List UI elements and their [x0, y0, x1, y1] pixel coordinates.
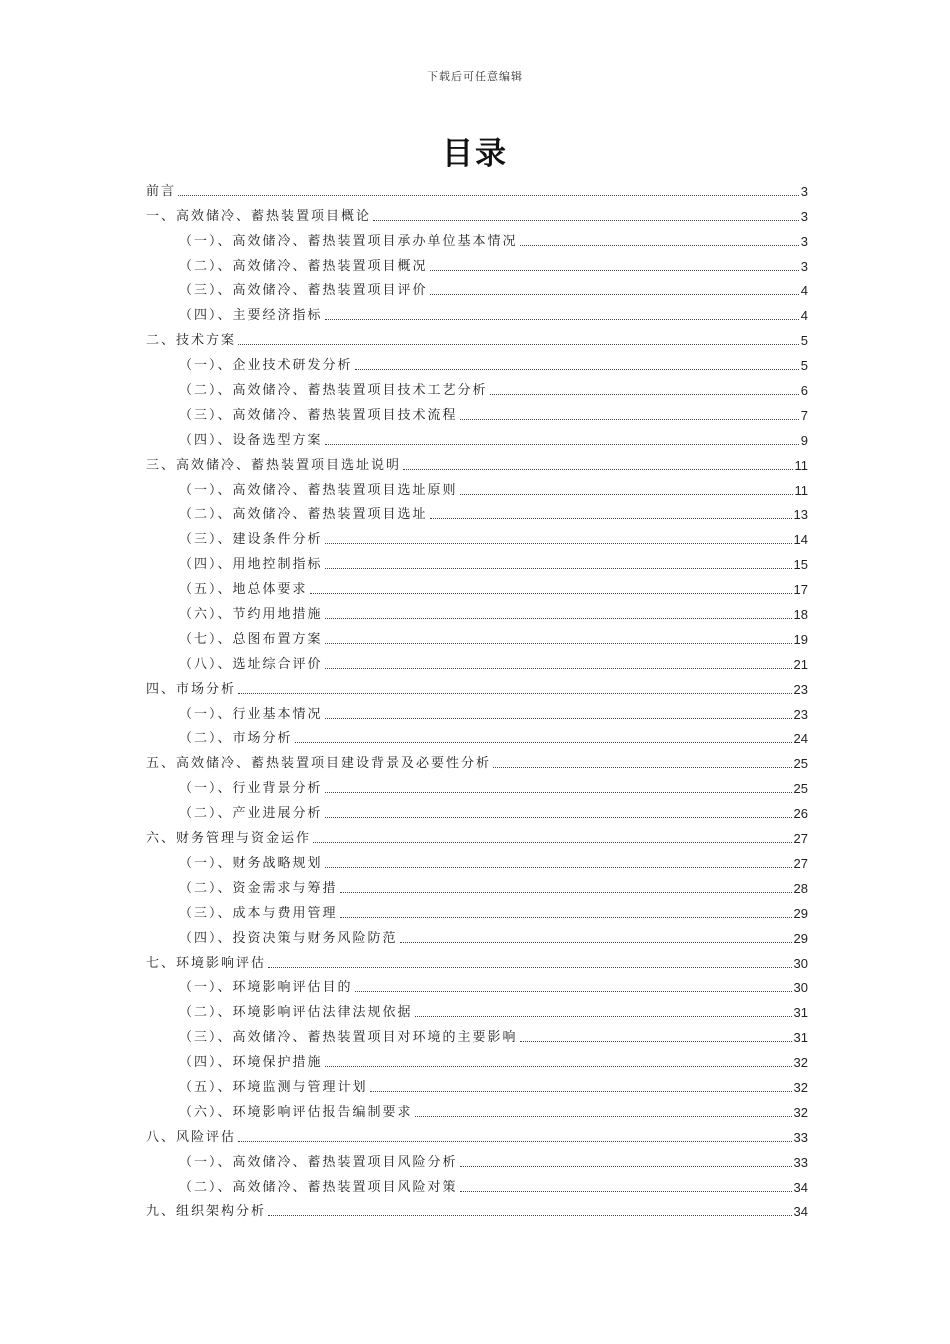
toc-entry-page: 21 — [793, 656, 808, 672]
toc-entry-page: 27 — [793, 855, 808, 871]
toc-leader-dots — [295, 742, 792, 743]
toc-entry-page: 5 — [800, 333, 808, 349]
toc-entry[interactable] — [146, 523, 808, 548]
toc-entry-label: （五）、环境监测与管理计划 — [179, 1079, 368, 1095]
toc-entry-page: 23 — [793, 681, 808, 697]
toc-entry-page: 31 — [793, 1005, 808, 1021]
toc-entry-page: 4 — [800, 308, 808, 324]
toc-leader-dots — [403, 469, 792, 470]
toc-entry-label: （一）、环境影响评估目的 — [179, 980, 353, 996]
toc-entry-label: 一、高效储冷、蓄热装置项目概论 — [146, 208, 372, 224]
toc-leader-dots — [310, 593, 792, 594]
toc-leader-dots — [340, 917, 792, 918]
toc-entry-page: 32 — [793, 1079, 808, 1095]
toc-entry[interactable] — [146, 424, 808, 449]
toc-entry-label: 九、组织架构分析 — [146, 1204, 267, 1220]
toc-entry-label: （二）、资金需求与筹措 — [179, 880, 338, 896]
toc-leader-dots — [325, 1066, 792, 1067]
toc-entry-page: 15 — [793, 557, 808, 573]
toc-leader-dots — [325, 867, 792, 868]
toc-entry[interactable] — [146, 947, 808, 972]
toc-entry-page: 19 — [793, 631, 808, 647]
toc-entry-page: 5 — [800, 358, 808, 374]
toc-leader-dots — [415, 1016, 792, 1017]
toc-entry[interactable] — [146, 822, 808, 847]
toc-entry-page: 18 — [793, 607, 808, 623]
toc-entry[interactable] — [146, 872, 808, 897]
toc-entry[interactable] — [146, 922, 808, 947]
toc-leader-dots — [520, 1041, 792, 1042]
toc-entry-page: 34 — [793, 1179, 808, 1195]
toc-leader-dots — [430, 518, 792, 519]
toc-entry-page: 13 — [793, 507, 808, 523]
toc-title: 目录 — [442, 136, 508, 172]
toc-leader-dots — [325, 718, 792, 719]
toc-leader-dots — [325, 319, 799, 320]
toc-leader-dots — [355, 991, 792, 992]
toc-leader-dots — [490, 394, 799, 395]
toc-entry[interactable] — [146, 747, 808, 772]
toc-leader-dots — [520, 245, 799, 246]
toc-entry[interactable] — [146, 897, 808, 922]
toc-entry-page: 26 — [793, 806, 808, 822]
toc-entry[interactable] — [146, 175, 808, 200]
toc-entry[interactable] — [146, 1121, 808, 1146]
toc-entry-page: 9 — [800, 432, 808, 448]
toc-entry-label: （四）、主要经济指标 — [179, 308, 323, 324]
toc-entry-label: （六）、节约用地措施 — [179, 607, 323, 623]
toc-entry-label: （二）、高效储冷、蓄热装置项目概况 — [179, 258, 428, 274]
toc-entry-label: （三）、成本与费用管理 — [179, 905, 338, 921]
toc-entry[interactable] — [146, 349, 808, 374]
toc-leader-dots — [325, 444, 799, 445]
header-note: 下载后可任意编辑 — [427, 70, 523, 83]
toc-entry-label: （三）、高效储冷、蓄热装置项目评价 — [179, 283, 428, 299]
toc-entry[interactable] — [146, 847, 808, 872]
toc-entry[interactable] — [146, 598, 808, 623]
toc-entry[interactable] — [146, 1196, 808, 1221]
toc-entry-label: （四）、用地控制指标 — [179, 557, 323, 573]
toc-leader-dots — [178, 195, 799, 196]
toc-entry[interactable] — [146, 623, 808, 648]
toc-entry[interactable] — [146, 797, 808, 822]
toc-entry-page: 29 — [793, 905, 808, 921]
toc-leader-dots — [415, 1116, 792, 1117]
toc-entry[interactable] — [146, 1096, 808, 1121]
toc-leader-dots — [325, 618, 792, 619]
toc-entry-page: 27 — [793, 831, 808, 847]
toc-entry-page: 3 — [800, 183, 808, 199]
toc-leader-dots — [238, 1141, 792, 1142]
toc-entry[interactable] — [146, 399, 808, 424]
toc-entry[interactable] — [146, 548, 808, 573]
toc-entry[interactable] — [146, 275, 808, 300]
toc-leader-dots — [430, 270, 799, 271]
toc-leader-dots — [460, 1166, 792, 1167]
toc-entry-label: （四）、设备选型方案 — [179, 432, 323, 448]
toc-entry-label: （四）、投资决策与财务风险防范 — [179, 930, 398, 946]
toc-entry-page: 30 — [793, 980, 808, 996]
toc-entry-page: 4 — [800, 283, 808, 299]
toc-entry-page: 6 — [800, 383, 808, 399]
toc-entry-label: （二）、环境影响评估法律法规依据 — [179, 1005, 413, 1021]
toc-entry[interactable] — [146, 1146, 808, 1171]
toc-entry-label: （二）、高效储冷、蓄热装置项目风险对策 — [179, 1179, 458, 1195]
toc-entry-label: （五）、地总体要求 — [179, 582, 308, 598]
toc-entry[interactable] — [146, 250, 808, 275]
toc-entry-page: 3 — [800, 208, 808, 224]
toc-leader-dots — [460, 419, 799, 420]
toc-entry-page: 30 — [793, 955, 808, 971]
toc-entry[interactable] — [146, 972, 808, 997]
toc-entry[interactable] — [146, 299, 808, 324]
toc-leader-dots — [313, 842, 792, 843]
toc-leader-dots — [325, 817, 792, 818]
toc-leader-dots — [325, 792, 792, 793]
toc-leader-dots — [238, 344, 799, 345]
toc-entry-page: 3 — [800, 258, 808, 274]
toc-entry[interactable] — [146, 648, 808, 673]
toc-leader-dots — [355, 369, 799, 370]
toc-entry-label: （一）、行业背景分析 — [179, 781, 323, 797]
toc-entry-label: 八、风险评估 — [146, 1129, 237, 1145]
toc-entry-page: 25 — [793, 781, 808, 797]
toc-entry-page: 23 — [793, 706, 808, 722]
toc-entry[interactable] — [146, 474, 808, 499]
toc-entry[interactable] — [146, 1171, 808, 1196]
toc-leader-dots — [340, 892, 792, 893]
toc-entry[interactable] — [146, 1071, 808, 1096]
toc-entry-label: 七、环境影响评估 — [146, 955, 267, 971]
toc-entry-label: （一）、高效储冷、蓄热装置项目选址原则 — [179, 482, 458, 498]
toc-entry-label: （六）、环境影响评估报告编制要求 — [179, 1104, 413, 1120]
toc-leader-dots — [370, 1091, 792, 1092]
toc-entry-label: （二）、产业进展分析 — [179, 806, 323, 822]
toc-entry[interactable] — [146, 772, 808, 797]
toc-entry[interactable] — [146, 449, 808, 474]
toc-entry[interactable] — [146, 374, 808, 399]
toc-entry-page: 32 — [793, 1104, 808, 1120]
toc-entry-page: 33 — [793, 1129, 808, 1145]
toc-entry-page: 24 — [793, 731, 808, 747]
toc-entry[interactable] — [146, 324, 808, 349]
toc-leader-dots — [268, 967, 792, 968]
toc-leader-dots — [238, 693, 792, 694]
toc-entry-label: （七）、总图布置方案 — [179, 631, 323, 647]
toc-entry-label: （三）、建设条件分析 — [179, 532, 323, 548]
toc-entry-label: 五、高效储冷、蓄热装置项目建设背景及必要性分析 — [146, 756, 492, 772]
toc-leader-dots — [460, 494, 793, 495]
toc-entry-page: 3 — [800, 233, 808, 249]
toc-leader-dots — [493, 767, 792, 768]
toc-entry-page: 7 — [800, 407, 808, 423]
toc-leader-dots — [373, 220, 799, 221]
toc-entry-label: 四、市场分析 — [146, 681, 237, 697]
toc-entry[interactable] — [146, 499, 808, 524]
toc-leader-dots — [430, 294, 799, 295]
toc-entry-label: （三）、高效储冷、蓄热装置项目对环境的主要影响 — [179, 1030, 518, 1046]
toc-leader-dots — [325, 668, 792, 669]
toc-entry[interactable] — [146, 225, 808, 250]
toc-entry-label: （二）、市场分析 — [179, 731, 293, 747]
toc-entry-label: （一）、企业技术研发分析 — [179, 358, 353, 374]
toc-entry[interactable] — [146, 673, 808, 698]
toc-entry-label: （一）、高效储冷、蓄热装置项目风险分析 — [179, 1154, 458, 1170]
toc-entry-label: 六、财务管理与资金运作 — [146, 831, 312, 847]
toc-leader-dots — [325, 643, 792, 644]
toc-entry-label: （四）、环境保护措施 — [179, 1055, 323, 1071]
toc-entry[interactable] — [146, 698, 808, 723]
toc-entry-page: 17 — [793, 582, 808, 598]
toc-entry-page: 29 — [793, 930, 808, 946]
toc-entry[interactable] — [146, 200, 808, 225]
toc-entry-label: （一）、高效储冷、蓄热装置项目承办单位基本情况 — [179, 233, 518, 249]
toc-entry-label: （八）、选址综合评价 — [179, 656, 323, 672]
table-of-contents — [146, 175, 808, 1220]
toc-entry[interactable] — [146, 996, 808, 1021]
toc-entry-page: 25 — [793, 756, 808, 772]
toc-entry-page: 11 — [794, 457, 808, 473]
toc-leader-dots — [400, 942, 792, 943]
toc-entry-page: 31 — [793, 1030, 808, 1046]
toc-entry-label: 三、高效储冷、蓄热装置项目选址说明 — [146, 457, 402, 473]
toc-entry[interactable] — [146, 573, 808, 598]
toc-entry-label: 前言 — [146, 183, 177, 199]
toc-entry-label: （二）、高效储冷、蓄热装置项目技术工艺分析 — [179, 383, 488, 399]
toc-leader-dots — [325, 543, 792, 544]
toc-entry-label: （三）、高效储冷、蓄热装置项目技术流程 — [179, 407, 458, 423]
toc-entry-page: 32 — [793, 1055, 808, 1071]
toc-entry-label: （二）、高效储冷、蓄热装置项目选址 — [179, 507, 428, 523]
toc-entry-page: 11 — [794, 482, 808, 498]
toc-entry[interactable] — [146, 1046, 808, 1071]
toc-entry-page: 34 — [793, 1204, 808, 1220]
toc-entry-label: （一）、行业基本情况 — [179, 706, 323, 722]
toc-entry-page: 33 — [793, 1154, 808, 1170]
toc-entry[interactable] — [146, 723, 808, 748]
toc-entry-label: 二、技术方案 — [146, 333, 237, 349]
toc-entry-page: 28 — [793, 880, 808, 896]
toc-entry-label: （一）、财务战略规划 — [179, 855, 323, 871]
toc-entry[interactable] — [146, 1021, 808, 1046]
toc-entry-page: 14 — [793, 532, 808, 548]
toc-leader-dots — [268, 1215, 792, 1216]
toc-leader-dots — [325, 568, 792, 569]
toc-leader-dots — [460, 1191, 792, 1192]
